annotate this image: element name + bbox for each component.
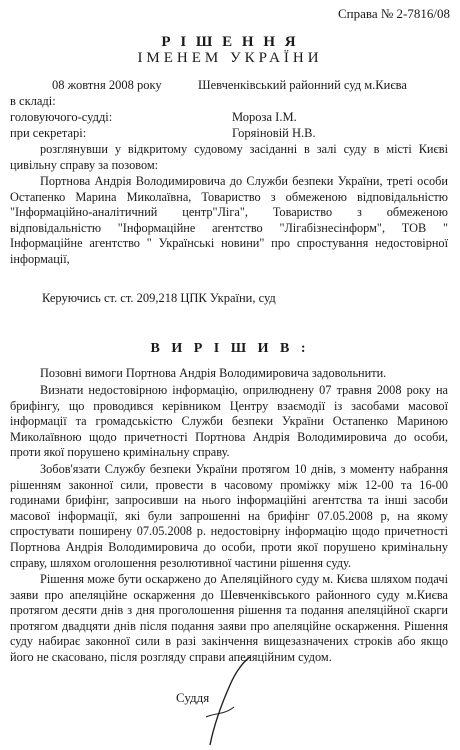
presiding-label: головуючого-судді:	[10, 110, 113, 124]
ruling-paragraph-2: Визнати недостовірною інформацію, оприлюднену 07 травня 2008 року на брифінгу, що проводився керівником Центру взаємодії із засобами масової інформації та громадськістю Служби безпеки України Остапенко Мариною Миколаївною щодо причетності Портнова Андрія Володимировича до особи, проти якої порушено кримінальну справу.	[10, 383, 448, 460]
composition-label: в складі:	[10, 94, 56, 108]
intro-paragraph: розглянувши у відкритому судовому засіданні в залі суду в місті Києві цивільну справу за позовом:	[10, 142, 448, 172]
court-name: Шевченківський районний суд м.Києва	[198, 78, 407, 92]
presiding-judge-name: Мороза І.М.	[232, 110, 297, 124]
secretary-name: Горяіновій Н.В.	[232, 126, 316, 140]
document-title: Р І Ш Е Н Н Я	[161, 34, 299, 50]
legal-basis: Керуючись ст. ст. 209,218 ЦПК України, суд	[42, 291, 276, 305]
decision-date: 08 жовтня 2008 року	[52, 78, 162, 92]
document-subtitle: ІМЕНЕМ УКРАЇНИ	[137, 50, 323, 66]
secretary-label: при секретарі:	[10, 126, 87, 140]
decided-heading: В И Р І Ш И В :	[150, 341, 310, 356]
handwritten-signature	[200, 655, 260, 750]
case-number: Справа № 2-7816/08	[338, 6, 450, 21]
claim-paragraph: Портнова Андрія Володимировича до Служби безпеки України, треті особи Остапенко Марина Миколаївна, Товариство з обмеженою відповідальністю "Інформаційно-аналітичний центр"Ліга", Товариство з обмеженою відповідальністю "Інформаційне агентство "Лігабізнесінформ", ТОВ " Інформаційне агентство " Українські новини" про спростування недостовірної інформації,	[10, 174, 448, 266]
ruling-paragraph-3: Зобов'язати Службу безпеки України протягом 10 днів, з моменту набрання рішенням законної сили, провести в часовому проміжку між 12-00 та 16-00 годинами брифінг, запросивши на нього інформаційні агентства та інші засоби масової інформації, які були запрошенні на брифінг 07.05.2008 р, на якому спростувати поширену 07.05.2008 р. недостовірну інформацію щодо причетності Портнова Андрія Володимировича до особи, проти якої порушено кримінальну справу, шляхом оголошення резолютивної частини рішення суду.	[10, 462, 448, 570]
judge-label: Суддя	[176, 690, 210, 705]
ruling-paragraph-4: Рішення може бути оскаржено до Апеляційного суду м. Києва шляхом подачі заяви про апеляційне оскарження до Шевченківського районного суду м.Києва протягом десяти днів з дня проголошення рішення та подання апеляційної скарги протягом двадцяти днів після подання заяви про апеляційне оскарження. Рішення суду набирає законної сили в разі закінчення вищезазначених строків або якщо його не скасовано, після розгляду справи апеляційним судом.	[10, 572, 448, 664]
ruling-paragraph-1: Позовні вимоги Портнова Андрія Володимировича задовольнити.	[40, 366, 387, 380]
